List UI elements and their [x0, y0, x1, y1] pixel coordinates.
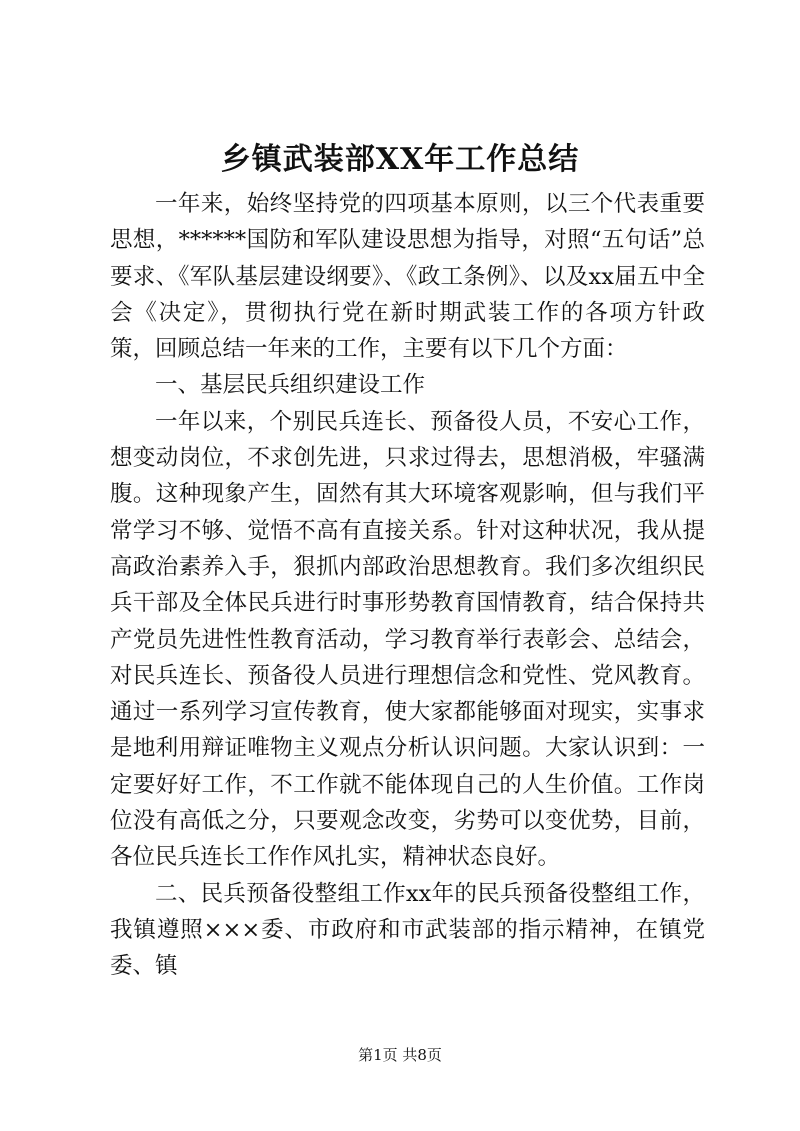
- section-heading-1: 一、基层民兵组织建设工作: [155, 372, 426, 399]
- document-body: [110, 186, 705, 985]
- paragraph-section-2: 二、民兵预备役整组工作xx年的民兵预备役整组工作，我镇遵照×××委、市政府和市武装部的指示精神，在镇党委、镇: [110, 880, 705, 980]
- document-title: 乡镇武装部XX年工作总结: [220, 142, 580, 177]
- paragraph-intro: 一年来，始终坚持党的四项基本原则，以三个代表重要思想，******国防和军队建设思想为指导，对照“五句话”总要求、《军队基层建设纲要》、《政工条例》、以及xx届五中全会《决定》，贯彻执行党在新时期武装工作的各项方针政策，回顾总结一年来的工作，主要有以下几个方面：: [110, 191, 705, 363]
- page-footer: 第1页 共8页: [358, 1046, 442, 1064]
- paragraph-section-1: 一年以来，个别民兵连长、预备役人员，不安心工作，想变动岗位，不求创先进，只求过得去，思想消极，牢骚满腹。这种现象产生，固然有其大环境客观影响，但与我们平常学习不够、觉悟不高有直接关系。针对这种状况，我从提高政治素养入手，狠抓内部政治思想教育。我们多次组织民兵干部及全体民兵进行时事形势教育国情教育，结合保持共产党员先进性性教育活动，学习教育举行表彰会、总结会，对民兵连长、预备役人员进行理想信念和党性、党风教育。通过一系列学习宣传教育，使大家都能够面对现实，实事求是地利用辩证唯物主义观点分析认识问题。大家认识到：一定要好好工作，不工作就不能体现自己的人生价值。工作岗位没有高低之分，只要观念改变，劣势可以变优势，目前，各位民兵连长工作作风扎实，精神状态良好。: [110, 408, 705, 871]
